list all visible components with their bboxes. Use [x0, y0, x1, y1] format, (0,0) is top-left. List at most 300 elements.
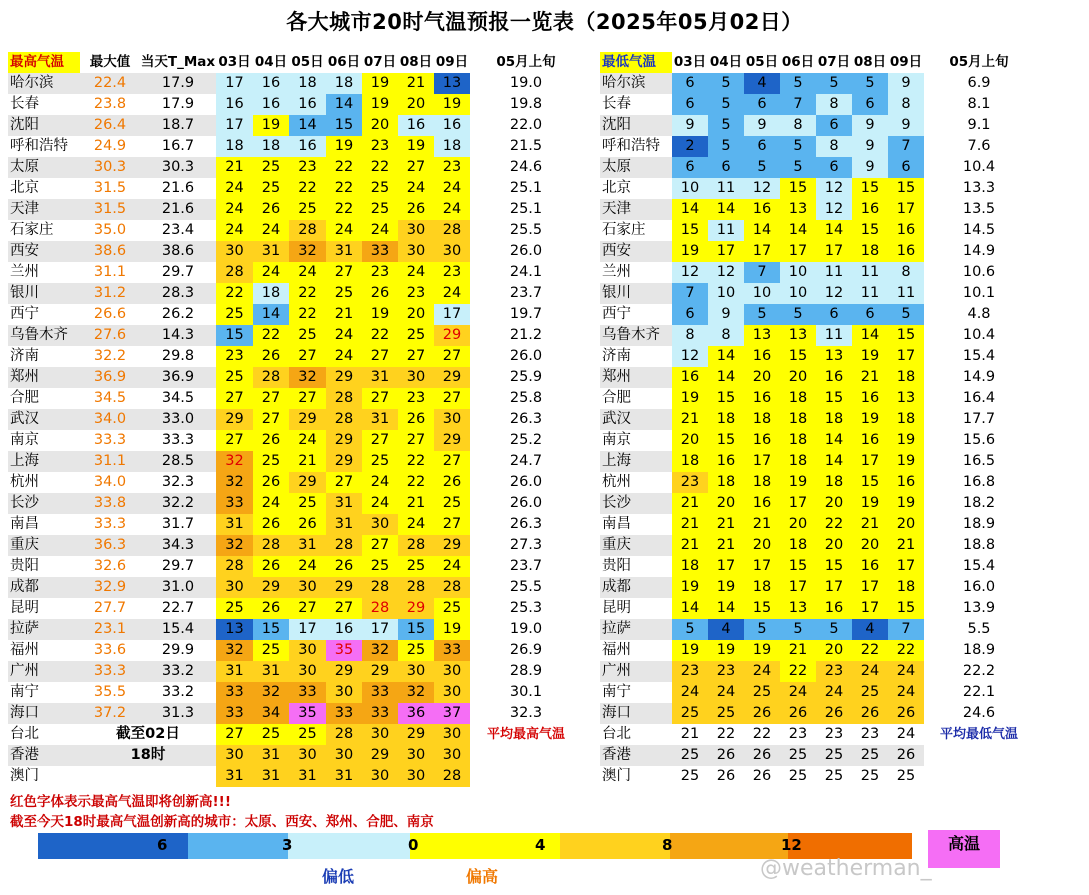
table-cell: 18 — [708, 472, 744, 493]
table-cell: 9 — [708, 304, 744, 325]
table-cell: 27 — [434, 388, 470, 409]
table-cell: 24 — [216, 220, 253, 241]
table-row — [8, 115, 582, 136]
table-cell: 34.5 — [93, 390, 127, 406]
table-cell: 10 — [672, 178, 708, 199]
table-cell: 26.0 — [470, 472, 582, 493]
table-cell: 30 — [434, 724, 470, 745]
table-cell: 24 — [888, 661, 924, 682]
table-cell: 24 — [398, 262, 434, 283]
table-cell: 22 — [852, 640, 888, 661]
table-cell: 15 — [780, 346, 816, 367]
table-cell: 20 — [780, 367, 816, 388]
table-cell: 23.8 — [93, 96, 127, 112]
table-cell: 26 — [896, 747, 916, 763]
table-row — [8, 220, 582, 241]
table-cell: 15 — [816, 388, 852, 409]
table-cell: 26 — [253, 346, 289, 367]
table-cell: 30 — [362, 724, 398, 745]
table-cell: 19.0 — [470, 73, 582, 94]
table-cell: 14 — [289, 115, 326, 136]
table-cell: 29 — [434, 535, 470, 556]
table-cell: 25.5 — [470, 577, 582, 598]
table-cell: 20 — [744, 535, 780, 556]
table-cell: 12 — [672, 346, 708, 367]
table-cell: 11 — [852, 283, 888, 304]
table-cell: 6 — [852, 304, 888, 325]
table-cell — [80, 766, 140, 787]
table-cell: 25 — [253, 157, 289, 178]
table-cell: 17 — [816, 577, 852, 598]
table-cell: 7.6 — [924, 136, 1034, 157]
city-name: 昆明 — [10, 600, 39, 616]
table-cell: 5 — [708, 94, 744, 115]
table-row — [600, 136, 1034, 157]
table-cell: 32 — [216, 640, 253, 661]
table-cell: 19 — [744, 640, 780, 661]
table-cell: 28 — [326, 724, 362, 745]
table-cell: 24.6 — [924, 703, 1034, 724]
table-cell: 31.3 — [161, 705, 195, 721]
table-cell: 19 — [888, 451, 924, 472]
table-cell: 30 — [398, 745, 434, 766]
city-name: 上海 — [10, 453, 39, 469]
table-cell: 27.7 — [93, 600, 127, 616]
table-cell: 18 — [326, 73, 362, 94]
table-cell: 29 — [362, 661, 398, 682]
table-cell: 17 — [888, 346, 924, 367]
table-cell: 34 — [253, 703, 289, 724]
table-cell: 25 — [253, 724, 289, 745]
table-cell: 18 — [780, 451, 816, 472]
table-row — [8, 514, 582, 535]
table-row — [600, 472, 1034, 493]
table-cell: 22 — [398, 472, 434, 493]
table-row — [8, 73, 582, 94]
table-cell: 24 — [434, 556, 470, 577]
table-row — [600, 619, 1034, 640]
table-cell: 22.1 — [924, 682, 1034, 703]
table-cell: 32 — [289, 367, 326, 388]
table-cell: 15.6 — [924, 430, 1034, 451]
table-cell: 15 — [744, 598, 780, 619]
table-cell: 14.9 — [924, 241, 1034, 262]
table-cell: 25 — [744, 682, 780, 703]
table-row — [8, 325, 582, 346]
city-name: 北京 — [602, 180, 631, 196]
table-cell: 16 — [816, 598, 852, 619]
table-cell: 14 — [744, 220, 780, 241]
table-cell: 27 — [253, 388, 289, 409]
table-cell: 34.0 — [93, 411, 127, 427]
table-cell: 10 — [708, 283, 744, 304]
table-cell: 32.9 — [93, 579, 127, 595]
table-cell: 14 — [816, 430, 852, 451]
table-cell: 30 — [398, 367, 434, 388]
table-row — [8, 556, 582, 577]
table-cell: 16 — [744, 388, 780, 409]
column-header: 03日 — [673, 54, 707, 70]
table-cell: 26.9 — [470, 640, 582, 661]
city-name: 石家庄 — [10, 222, 54, 238]
table-cell: 30 — [398, 661, 434, 682]
table-cell: 14 — [708, 367, 744, 388]
table-cell — [924, 745, 1034, 766]
table-cell: 28 — [362, 598, 398, 619]
table-row — [8, 703, 582, 724]
table-cell: 30 — [216, 241, 253, 262]
table-cell: 31 — [289, 535, 326, 556]
table-cell: 24 — [398, 514, 434, 535]
table-cell: 33 — [362, 682, 398, 703]
city-name: 银川 — [10, 285, 39, 301]
table-cell: 26 — [253, 514, 289, 535]
city-name: 澳门 — [10, 768, 39, 784]
table-row — [8, 724, 582, 745]
table-cell: 35.0 — [93, 222, 127, 238]
table-cell: 27.3 — [470, 535, 582, 556]
table-cell: 22 — [253, 325, 289, 346]
city-name: 杭州 — [10, 474, 39, 490]
table-row — [8, 241, 582, 262]
table-cell: 5 — [744, 304, 780, 325]
table-cell: 6 — [816, 304, 852, 325]
table-cell: 5 — [780, 73, 816, 94]
table-cell: 19 — [253, 115, 289, 136]
table-cell: 19 — [434, 94, 470, 115]
table-cell: 36.9 — [161, 369, 195, 385]
table-cell: 23 — [672, 472, 708, 493]
table-row — [8, 262, 582, 283]
city-name: 武汉 — [602, 411, 631, 427]
table-cell: 21 — [744, 514, 780, 535]
table-cell: 22.7 — [161, 600, 195, 616]
table-cell: 24 — [744, 661, 780, 682]
table-cell: 27 — [326, 262, 362, 283]
table-cell: 15 — [888, 325, 924, 346]
table-cell: 4.8 — [924, 304, 1034, 325]
table-cell: 25 — [398, 325, 434, 346]
table-row — [8, 136, 582, 157]
table-cell: 24 — [816, 682, 852, 703]
table-cell: 11 — [816, 325, 852, 346]
table-cell: 27 — [362, 388, 398, 409]
table-cell: 30 — [289, 661, 326, 682]
table-cell: 15 — [852, 178, 888, 199]
table-cell: 17 — [708, 556, 744, 577]
table-cell: 33.3 — [161, 432, 195, 448]
table-cell: 31.5 — [93, 201, 127, 217]
column-header: 04日 — [254, 54, 288, 70]
table-cell: 10.6 — [924, 262, 1034, 283]
table-cell: 36.3 — [93, 537, 127, 553]
table-cell: 12 — [816, 199, 852, 220]
column-header: 05月上旬 — [496, 54, 556, 70]
table-cell: 6 — [708, 157, 744, 178]
table-cell: 8 — [780, 115, 816, 136]
table-cell: 25 — [253, 178, 289, 199]
table-cell: 18 — [744, 577, 780, 598]
table-cell: 22 — [326, 199, 362, 220]
city-name: 杭州 — [602, 474, 631, 490]
table-cell: 26.0 — [470, 241, 582, 262]
table-row — [8, 577, 582, 598]
table-cell: 25 — [788, 747, 808, 763]
table-cell: 14 — [816, 220, 852, 241]
table-row — [600, 514, 1034, 535]
table-cell: 15 — [253, 619, 289, 640]
table-cell: 14 — [708, 199, 744, 220]
table-cell: 36.9 — [93, 369, 127, 385]
table-cell — [470, 745, 582, 766]
table-cell: 27 — [216, 724, 253, 745]
city-name: 兰州 — [10, 264, 39, 280]
table-cell: 26.4 — [93, 117, 127, 133]
table-cell: 23.1 — [93, 621, 127, 637]
city-name: 香港 — [602, 747, 631, 763]
table-cell: 27 — [362, 430, 398, 451]
table-cell: 22.4 — [93, 75, 127, 91]
table-cell: 32 — [253, 682, 289, 703]
city-name: 南宁 — [10, 684, 39, 700]
city-name: 长沙 — [602, 495, 631, 511]
table-cell: 27 — [398, 157, 434, 178]
table-cell: 11 — [708, 178, 744, 199]
table-cell: 26 — [716, 768, 736, 784]
table-cell: 14 — [708, 346, 744, 367]
table-cell: 33.3 — [93, 516, 127, 532]
table-cell: 5.5 — [924, 619, 1034, 640]
table-cell: 26 — [326, 556, 362, 577]
table-cell: 6 — [888, 157, 924, 178]
column-header: 03日 — [218, 54, 251, 70]
table-cell: 18 — [434, 136, 470, 157]
table-cell: 16 — [672, 367, 708, 388]
table-cell: 25.1 — [470, 199, 582, 220]
table-cell: 17 — [744, 556, 780, 577]
table-cell: 17 — [888, 556, 924, 577]
table-cell: 13 — [434, 73, 470, 94]
table-row — [8, 367, 582, 388]
table-cell: 24 — [362, 220, 398, 241]
table-cell: 30 — [362, 514, 398, 535]
table-row — [8, 682, 582, 703]
table-cell: 29 — [326, 430, 362, 451]
table-cell: 28 — [362, 577, 398, 598]
table-cell: 32.2 — [93, 348, 127, 364]
table-row — [600, 73, 1034, 94]
table-cell: 29 — [326, 661, 362, 682]
table-row — [600, 598, 1034, 619]
table-cell: 25 — [398, 640, 434, 661]
table-cell: 25 — [398, 556, 434, 577]
table-cell: 23 — [398, 283, 434, 304]
table-cell: 18 — [289, 73, 326, 94]
city-name: 合肥 — [602, 390, 631, 406]
table-cell: 24 — [216, 178, 253, 199]
table-cell: 5 — [780, 157, 816, 178]
legend-tick: 8 — [662, 836, 673, 854]
table-cell: 18 — [216, 136, 253, 157]
table-cell: 16 — [852, 388, 888, 409]
table-cell: 5 — [708, 115, 744, 136]
table-cell: 22 — [362, 325, 398, 346]
table-cell: 18 — [780, 430, 816, 451]
table-cell: 23 — [398, 388, 434, 409]
table-cell: 21 — [398, 493, 434, 514]
table-cell: 25 — [672, 703, 708, 724]
table-cell: 26 — [888, 703, 924, 724]
table-cell: 24 — [362, 472, 398, 493]
table-row — [600, 430, 1034, 451]
table-cell: 25 — [852, 682, 888, 703]
table-cell: 18 — [253, 136, 289, 157]
table-cell: 29.9 — [161, 642, 195, 658]
table-cell: 21 — [852, 367, 888, 388]
city-name: 天津 — [602, 201, 631, 217]
table-cell: 24 — [896, 726, 916, 742]
table-cell: 28 — [289, 220, 326, 241]
table-row — [8, 283, 582, 304]
table-cell: 21 — [852, 514, 888, 535]
table-cell: 25 — [860, 747, 880, 763]
table-cell: 23 — [434, 157, 470, 178]
table-row — [8, 493, 582, 514]
table-cell — [140, 766, 216, 787]
city-name: 北京 — [10, 180, 39, 196]
table-row — [600, 640, 1034, 661]
table-cell: 31.0 — [161, 579, 195, 595]
table-cell: 17.7 — [924, 409, 1034, 430]
city-name: 长沙 — [10, 495, 39, 511]
table-cell: 6 — [672, 73, 708, 94]
table-row — [600, 766, 1034, 787]
city-name: 南昌 — [10, 516, 39, 532]
table-cell: 31 — [253, 745, 289, 766]
table-cell: 6 — [816, 115, 852, 136]
table-cell: 17 — [780, 577, 816, 598]
table-cell: 27 — [362, 535, 398, 556]
table-cell: 15 — [780, 178, 816, 199]
table-cell: 22 — [752, 726, 772, 742]
table-cell: 13 — [888, 388, 924, 409]
table-cell: 21 — [289, 451, 326, 472]
watermark: @weatherman_ — [760, 856, 932, 881]
table-cell: 24 — [672, 682, 708, 703]
column-header: 最高气温 — [8, 52, 80, 73]
city-name: 呼和浩特 — [602, 138, 660, 154]
table-cell: 28 — [216, 556, 253, 577]
table-cell: 21 — [672, 409, 708, 430]
table-cell: 30 — [434, 241, 470, 262]
table-row — [600, 682, 1034, 703]
city-name: 海口 — [10, 705, 39, 721]
table-cell: 21 — [216, 157, 253, 178]
table-cell: 30 — [216, 745, 253, 766]
table-row — [8, 472, 582, 493]
city-name: 济南 — [10, 348, 39, 364]
table-cell: 14 — [852, 325, 888, 346]
legend-hot-label: 高温 — [947, 834, 980, 853]
city-name: 天津 — [10, 201, 39, 217]
table-cell: 31 — [326, 766, 362, 787]
table-cell: 24 — [326, 325, 362, 346]
column-header: 08日 — [853, 54, 887, 70]
table-cell: 30.3 — [93, 159, 127, 175]
table-cell: 23 — [860, 726, 880, 742]
table-row — [600, 388, 1034, 409]
table-cell: 28 — [434, 577, 470, 598]
table-cell: 9 — [852, 136, 888, 157]
table-cell: 16.0 — [924, 577, 1034, 598]
table-cell: 18.2 — [924, 493, 1034, 514]
table-cell: 18 — [780, 409, 816, 430]
city-name: 合肥 — [10, 390, 39, 406]
table-cell: 6 — [744, 94, 780, 115]
table-cell: 16.7 — [161, 138, 195, 154]
city-name: 南京 — [602, 432, 631, 448]
table-cell: 15 — [888, 178, 924, 199]
table-cell: 33 — [216, 703, 253, 724]
table-row — [8, 430, 582, 451]
table-cell: 25 — [824, 747, 844, 763]
table-cell: 38.6 — [93, 243, 127, 259]
city-name: 香港 — [10, 747, 39, 763]
table-cell: 14 — [816, 451, 852, 472]
table-cell: 25 — [362, 556, 398, 577]
table-cell: 20 — [708, 493, 744, 514]
table-cell: 27 — [289, 598, 326, 619]
table-row — [600, 451, 1034, 472]
table-cell: 29 — [362, 745, 398, 766]
table-cell: 27 — [398, 430, 434, 451]
table-cell: 21 — [326, 304, 362, 325]
city-name: 海口 — [602, 705, 631, 721]
table-cell: 13.9 — [924, 598, 1034, 619]
table-cell: 4 — [852, 619, 888, 640]
table-cell: 26 — [716, 747, 736, 763]
table-cell: 6 — [852, 94, 888, 115]
table-cell: 8 — [672, 325, 708, 346]
table-cell: 31 — [216, 514, 253, 535]
table-cell: 32 — [398, 682, 434, 703]
city-name: 太原 — [10, 159, 39, 175]
table-cell: 31 — [253, 766, 289, 787]
table-cell: 34.0 — [93, 474, 127, 490]
table-cell: 15.4 — [924, 346, 1034, 367]
table-cell: 26.0 — [470, 346, 582, 367]
table-cell: 29 — [434, 325, 470, 346]
table-row — [8, 745, 582, 766]
table-row — [8, 157, 582, 178]
table-cell: 23 — [434, 262, 470, 283]
city-name: 银川 — [602, 285, 631, 301]
table-cell: 33 — [326, 703, 362, 724]
table-cell: 6 — [672, 304, 708, 325]
table-cell: 26 — [852, 703, 888, 724]
table-cell: 16 — [708, 451, 744, 472]
legend-tick: 6 — [157, 836, 168, 854]
table-cell: 13.5 — [924, 199, 1034, 220]
table-cell: 12 — [708, 262, 744, 283]
table-cell: 17 — [708, 241, 744, 262]
table-cell: 5 — [708, 73, 744, 94]
table-cell: 25 — [362, 199, 398, 220]
table-cell: 27 — [362, 346, 398, 367]
table-cell: 31 — [326, 493, 362, 514]
city-name: 贵阳 — [10, 558, 39, 574]
table-cell: 33.3 — [93, 663, 127, 679]
